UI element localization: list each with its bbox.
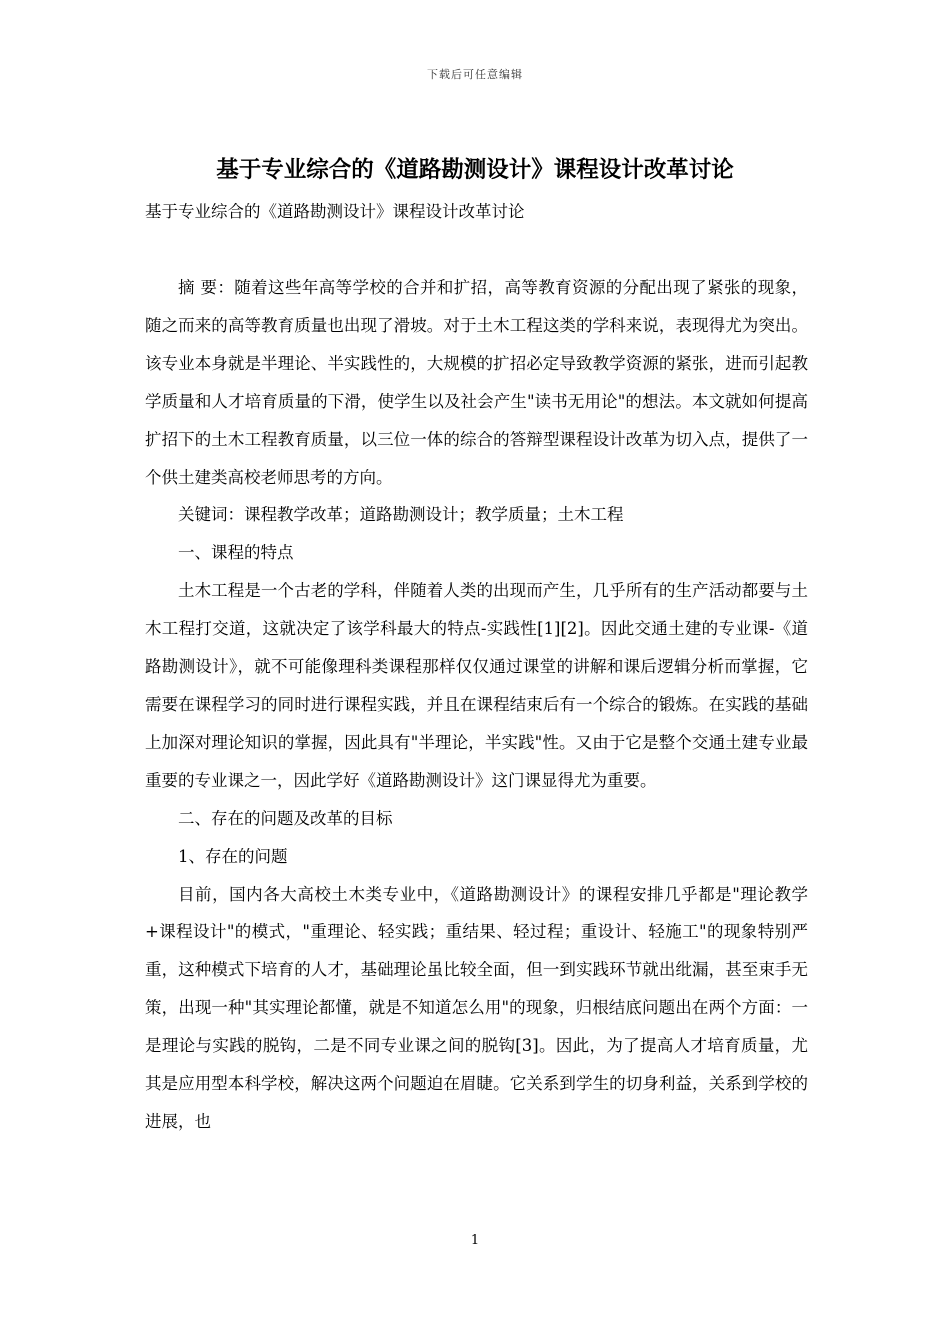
section-2-1-paragraph: 目前，国内各大高校土木类专业中，《道路勘测设计》的课程安排几乎都是"理论教学+课程设计"的模式，"重理论、轻实践；重结果、轻过程；重设计、轻施工"的现象特别严重，这种模式下培育的人才，基础理论虽比较全面，但一到实践环节就出纰漏，甚至束手无策，出现一种"其实理论都懂，就是不知道怎么用"的现象，归根结底问题出在两个方面：一是理论与实践的脱钩，二是不同专业课之间的脱钩[3]。因此，为了提高人才培育质量，尤其是应用型本科学校，解决这两个问题迫在眉睫。它关系到学生的切身利益，关系到学校的进展，也 — [145, 884, 808, 1131]
document-title: 基于专业综合的《道路勘测设计》课程设计改革讨论 — [216, 157, 734, 183]
abstract-paragraph: 摘 要：随着这些年高等学校的合并和扩招，高等教育资源的分配出现了紧张的现象，随之而来的高等教育质量也出现了滑坡。对于土木工程这类的学科来说，表现得尤为突出。该专业本身就是半理论、半实践性的，大规模的扩招必定导致教学资源的紧张，进而引起教学质量和人才培育质量的下滑，使学生以及社会产生"读书无用论"的想法。本文就如何提高扩招下的土木工程教育质量，以三位一体的综合的答辩型课程设计改革为切入点，提供了一个供土建类高校老师思考的方向。 — [145, 278, 808, 487]
keywords-paragraph: 关键词：课程教学改革；道路勘测设计；教学质量；土木工程 — [178, 505, 624, 525]
section-1-paragraph: 土木工程是一个古老的学科，伴随着人类的出现而产生，几乎所有的生产活动都要与土木工程打交道，这就决定了该学科最大的特点-实践性[1][2]。因此交通土建的专业课-《道路勘测设计》，就不可能像理科类课程那样仅仅通过课堂的讲解和课后逻辑分析而掌握，它需要在课程学习的同时进行课程实践，并且在课程结束后有一个综合的锻炼。在实践的基础上加深对理论知识的掌握，因此具有"半理论，半实践"性。又由于它是整个交通土建专业最重要的专业课之一，因此学好《道路勘测设计》这门课显得尤为重要。 — [145, 581, 808, 790]
document-body — [145, 269, 808, 1141]
subsection-heading-2-1: 1、存在的问题 — [178, 846, 288, 866]
header-note: 下载后可任意编辑 — [427, 68, 523, 81]
section-heading-2: 二、存在的问题及改革的目标 — [178, 808, 393, 828]
page-number: 1 — [470, 1233, 480, 1248]
section-heading-1: 一、课程的特点 — [178, 543, 294, 563]
document-subtitle: 基于专业综合的《道路勘测设计》课程设计改革讨论 — [145, 202, 525, 221]
